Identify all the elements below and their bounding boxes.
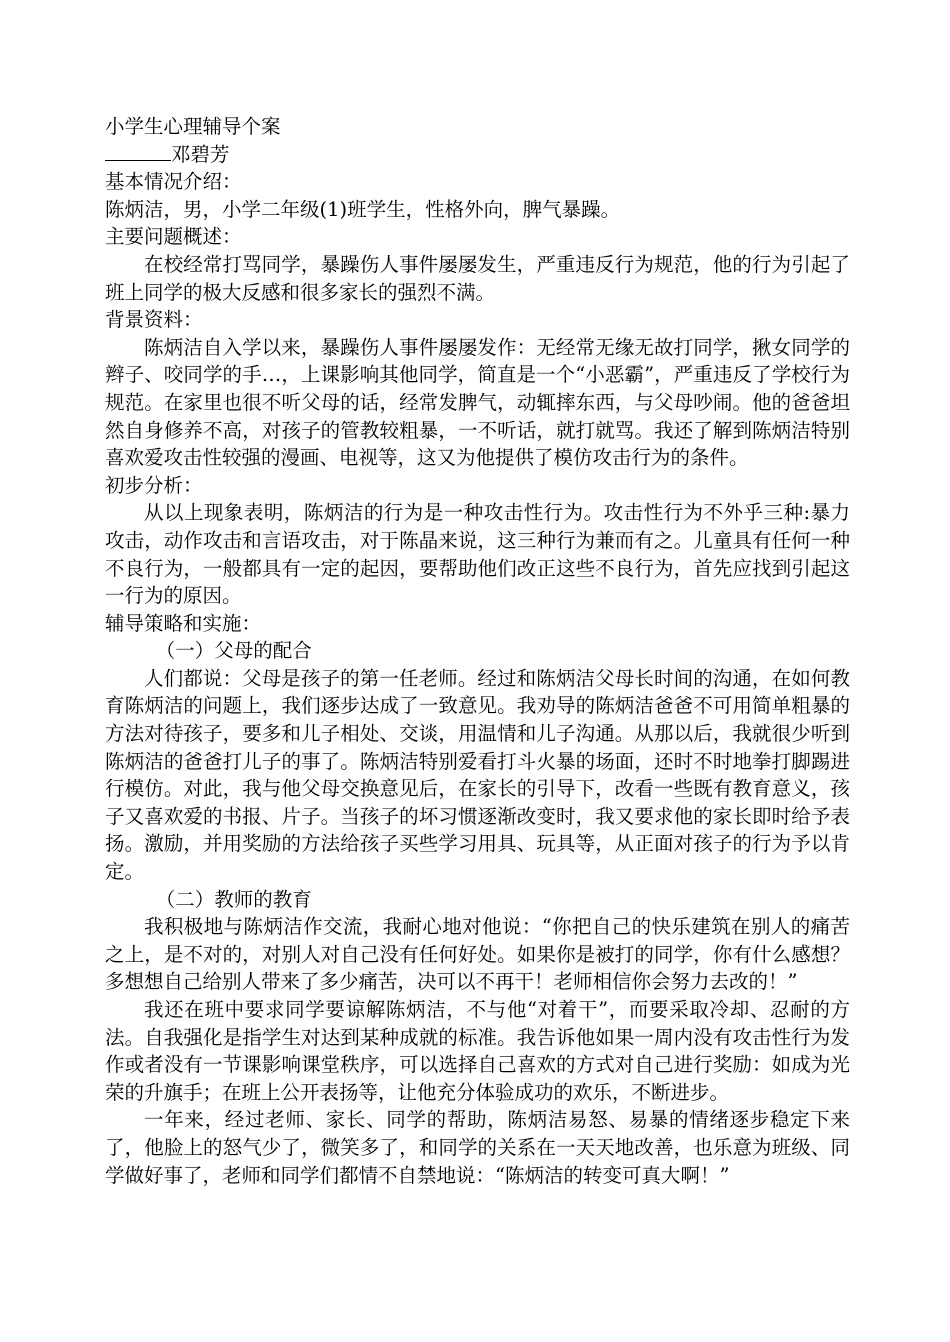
analysis-paragraph: 从以上现象表明，陈炳洁的行为是一种攻击性行为。攻击性行为不外乎三种:暴力攻击，动作攻击和言语攻击，对于陈晶来说，这三种行为兼而有之。儿童具有任何一种不良行为，一般都具有一定的起因，要帮助他们改正这些不良行为，首先应找到引起这一行为的原因。 (105, 501, 850, 608)
section-heading-background: 背景资料： (105, 308, 203, 332)
author-line (105, 141, 850, 169)
document-title: 小学生心理辅导个案 (105, 115, 281, 138)
background-paragraph: 陈炳洁自入学以来，暴躁伤人事件屡屡发作：无经常无缘无故打同学，揪女同学的辫子、咬同学的手…，上课影响其他同学，简直是一个“小恶霸”，严重违反了学校行为规范。在家里也很不听父母的话，经常发脾气，动辄摔东西，与父母吵闹。他的爸爸坦然自身修养不高，对孩子的管教较粗暴，一不听话，就打就骂。我还了解到陈炳洁特别喜欢爱攻击性较强的漫画、电视等，这又为他提供了模仿攻击行为的条件。 (105, 335, 850, 470)
parents-paragraph: 人们都说：父母是孩子的第一任老师。经过和陈炳洁父母长时间的沟通，在如何教育陈炳洁的问题上，我们逐步达成了一致意见。我劝导的陈炳洁爸爸不可用简单粗暴的方法对待孩子，要多和儿子相处、交谈，用温情和儿子沟通。从那以后，我就很少听到陈炳洁的爸爸打儿子的事了。陈炳洁特别爱看打斗火暴的场面，还时不时地拳打脚踢进行模仿。对此，我与他父母交换意见后，在家长的引导下，改看一些既有教育意义，孩子又喜欢爱的书报、片子。当孩子的坏习惯逐渐改变时，我又要求他的家长即时给予表扬。激励，并用奖励的方法给孩子买些学习用具、玩具等，从正面对孩子的行为予以肯定。 (105, 666, 850, 884)
teacher-paragraph-2: 我还在班中要求同学要谅解陈炳洁，不与他“对着干”，而要采取冷却、忍耐的方法。自我强化是指学生对达到某种成就的标准。我告诉他如果一周内没有攻击性行为发作或者没有一节课影响课堂秩序，可以选择自己喜欢的方式对自己进行奖励：如成为光荣的升旗手；在班上公开表扬等，让他充分体验成功的欢乐，不断进步。 (105, 998, 850, 1104)
teacher-paragraph-3: 一年来，经过老师、家长、同学的帮助，陈炳洁易怒、易暴的情绪逐步稳定下来了，他脸上的怒气少了，微笑多了，和同学的关系在一天天地改善，也乐意为班级、同学做好事了，老师和同学们都情不自禁地说：“陈炳洁的转变可真大啊！” (105, 1108, 850, 1187)
subsection-heading-teacher: （二）教师的教育 (155, 887, 312, 911)
teacher-paragraph-1: 我积极地与陈炳洁作交流，我耐心地对他说：“你把自己的快乐建筑在别人的痛苦之上，是不对的，对别人对自己没有任何好处。如果你是被打的同学，你有什么感想？多想想自己给别人带来了多少痛苦，决可以不再干！老师相信你会努力去改的！” (105, 915, 850, 994)
section-heading-analysis: 初步分析： (105, 473, 203, 497)
basic-info-text: 陈炳洁，男，小学二年级(1)班学生，性格外向，脾气暴躁。 (105, 197, 621, 221)
section-heading-problem: 主要问题概述： (105, 225, 242, 249)
author-name: 邓碧芳 (171, 142, 230, 166)
subsection-heading-parents: （一）父母的配合 (155, 639, 312, 663)
document-page (105, 113, 850, 1189)
section-heading-basic: 基本情况介绍： (105, 170, 242, 194)
problem-paragraph: 在校经常打骂同学，暴躁伤人事件屡屡发生，严重违反行为规范，他的行为引起了班上同学的极大反感和很多家长的强烈不满。 (105, 252, 850, 304)
author-underline (105, 142, 171, 161)
section-heading-strategy: 辅导策略和实施： (105, 611, 262, 635)
